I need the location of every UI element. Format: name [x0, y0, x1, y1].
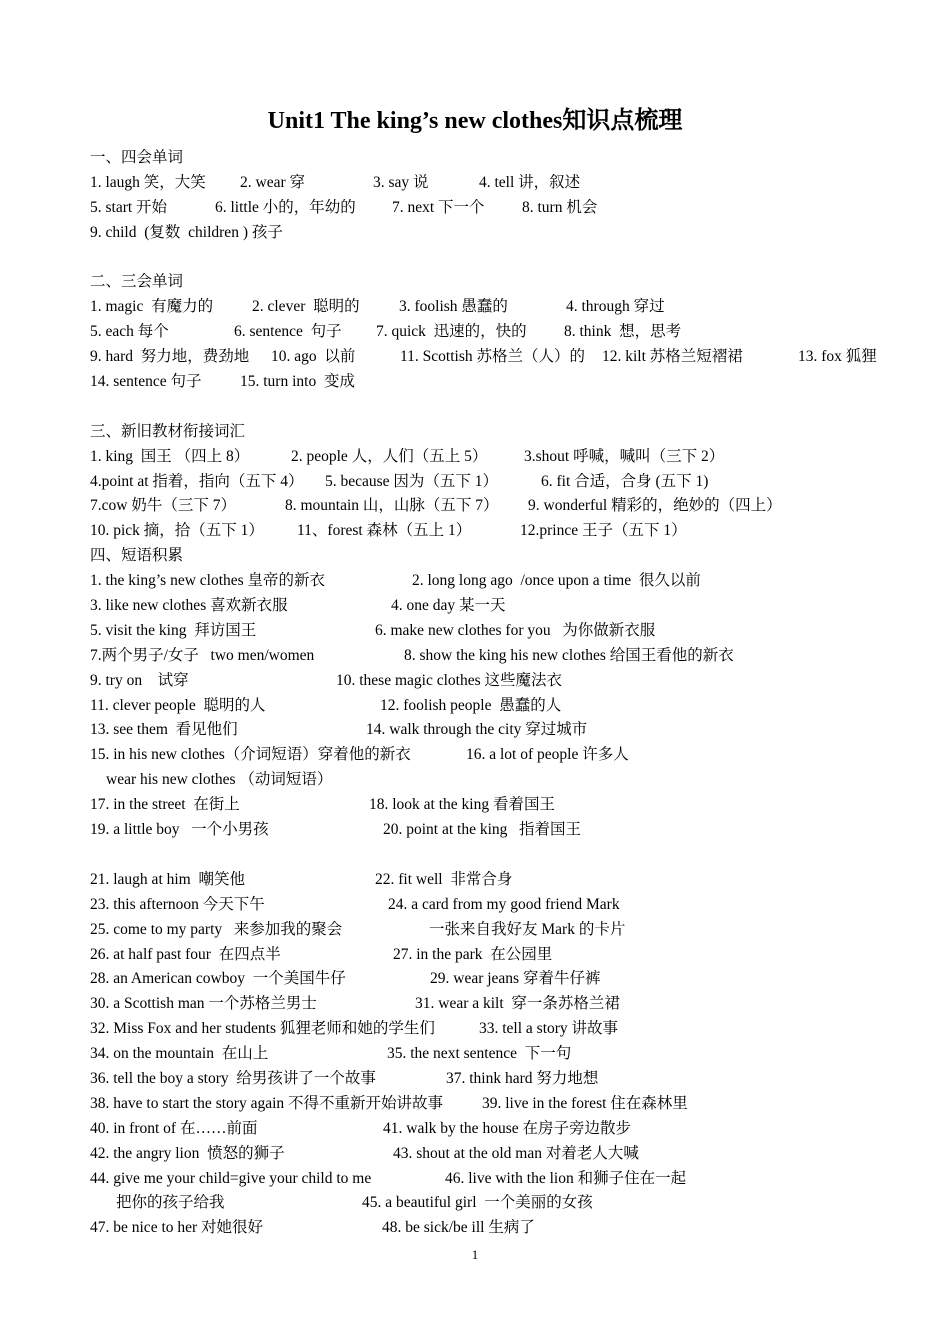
text-line [90, 1117, 890, 1142]
text-segment: 11、forest 森林（五上 1） [297, 522, 472, 540]
text-line [90, 1067, 890, 1092]
text-segment: 3. say 说 [373, 173, 429, 191]
text-line [90, 644, 890, 669]
text-segment: 14. sentence 句子 [90, 373, 202, 391]
text-line [90, 1167, 890, 1192]
text-segment: 42. the angry lion 愤怒的狮子 [90, 1144, 285, 1162]
text-segment: 15. turn into 变成 [240, 373, 355, 391]
text-line [90, 718, 890, 743]
text-segment: 一张来自我好友 Mark 的卡片 [429, 920, 626, 938]
text-segment: 18. look at the king 看着国王 [369, 796, 555, 814]
text-segment: 13. fox 狐狸 [798, 348, 877, 366]
text-segment: 2. clever 聪明的 [252, 298, 360, 316]
page-number: 1 [471, 1247, 479, 1262]
text-segment: 一、四会单词 [90, 149, 184, 166]
text-segment: 5. because 因为（五下 1） [325, 472, 499, 490]
text-segment: 3. like new clothes 喜欢新衣服 [90, 597, 288, 615]
text-line [90, 943, 890, 968]
text-line [90, 196, 890, 221]
text-segment: 8. think 想，思考 [564, 323, 682, 341]
text-line [90, 669, 890, 694]
text-line [90, 146, 890, 171]
text-segment: 11. Scottish 苏格兰（人）的 [400, 348, 586, 366]
text-line [90, 594, 890, 619]
text-segment: 37. think hard 努力地想 [446, 1069, 599, 1087]
text-segment: 20. point at the king 指着国王 [383, 821, 582, 839]
text-segment: 四、短语积累 [90, 547, 184, 565]
page-title: Unit1 The king’s new clothes知识点梳理 [267, 108, 683, 134]
text-segment: 5. each 每个 [90, 323, 169, 341]
text-line [90, 1017, 890, 1042]
text-segment: 8. mountain 山，山脉（五下 7） [285, 497, 499, 515]
text-segment: 1. magic 有魔力的 [90, 298, 214, 316]
text-segment: 40. in front of 在……前面 [90, 1119, 258, 1137]
text-line [90, 793, 890, 818]
text-segment: 27. in the park 在公园里 [393, 945, 553, 963]
text-segment: 44. give me your child=give your child to me [90, 1169, 372, 1187]
text-segment: 35. the next sentence 下一句 [387, 1045, 572, 1063]
text-segment: 7. quick 迅速的，快的 [376, 323, 527, 341]
text-segment: 14. walk through the city 穿过城市 [366, 721, 588, 739]
text-segment: 二、三会单词 [90, 273, 184, 291]
text-segment: 8. show the king his new clothes 给国王看他的新衣 [404, 646, 734, 664]
text-line [90, 992, 890, 1017]
text-line [90, 270, 890, 295]
text-segment: 4.point at 指着，指向（五下 4） [90, 472, 304, 490]
text-segment: 2. wear 穿 [240, 173, 305, 191]
text-segment: 21. laugh at him 嘲笑他 [90, 870, 245, 888]
text-line [90, 619, 890, 644]
text-segment: 19. a little boy 一个小男孩 [90, 821, 269, 839]
text-segment: 9. hard 努力地，费劲地 [90, 348, 250, 366]
text-segment: 12.prince 王子（五下 1） [520, 522, 687, 540]
text-line [90, 967, 890, 992]
text-segment: 10. pick 摘，拾（五下 1） [90, 522, 264, 540]
text-segment: 47. be nice to her 对她很好 [90, 1219, 264, 1237]
document-body [90, 146, 890, 1241]
text-line [90, 1216, 890, 1241]
text-segment: 6. sentence 句子 [234, 323, 342, 341]
text-line [90, 221, 890, 246]
text-line [90, 1142, 890, 1167]
text-segment: 1. the king’s new clothes 皇帝的新衣 [90, 572, 326, 590]
text-segment: 8. turn 机会 [522, 198, 598, 216]
text-segment: 6. make new clothes for you 为你做新衣服 [375, 621, 656, 639]
text-line [90, 893, 890, 918]
text-segment: 33. tell a story 讲故事 [479, 1020, 619, 1038]
text-segment: 10. ago 以前 [271, 348, 356, 366]
text-segment: 3.shout 呼喊，喊叫（三下 2） [524, 447, 725, 465]
text-segment: 12. kilt 苏格兰短褶裙 [602, 348, 743, 366]
text-segment: 25. come to my party 来参加我的聚会 [90, 920, 343, 938]
text-segment: 45. a beautiful girl 一个美丽的女孩 [362, 1194, 593, 1212]
text-segment: wear his new clothes （动词短语） [106, 771, 333, 789]
text-segment: 5. start 开始 [90, 198, 168, 216]
text-line [90, 345, 890, 370]
text-segment: 9. try on 试穿 [90, 671, 189, 689]
text-segment: 46. live with the lion 和狮子住在一起 [445, 1169, 687, 1187]
text-line [90, 1092, 890, 1117]
text-segment: 三、新旧教材衔接词汇 [90, 422, 246, 440]
text-segment: 7.两个男子/女子 two men/women [90, 646, 315, 664]
text-segment: 17. in the street 在街上 [90, 796, 240, 814]
text-segment: 4. one day 某一天 [391, 597, 506, 615]
text-segment: 39. live in the forest 住在森林里 [482, 1094, 688, 1112]
text-segment: 34. on the mountain 在山上 [90, 1045, 269, 1063]
text-line [90, 868, 890, 893]
text-line [90, 544, 890, 569]
text-line [90, 320, 890, 345]
text-segment: 12. foolish people 愚蠢的人 [380, 696, 562, 714]
text-line [90, 420, 890, 445]
text-line [90, 494, 890, 519]
text-line [90, 295, 890, 320]
text-line [90, 569, 890, 594]
text-segment: 38. have to start the story again 不得不重新开始讲故事 [90, 1094, 444, 1112]
text-segment: 3. foolish 愚蠢的 [399, 298, 508, 316]
text-segment: 6. little 小的，年幼的 [215, 198, 356, 216]
text-segment: 7. next 下一个 [392, 198, 485, 216]
text-segment: 16. a lot of people 许多人 [466, 746, 629, 764]
text-segment: 4. through 穿过 [566, 298, 665, 316]
text-segment: 30. a Scottish man 一个苏格兰男士 [90, 995, 317, 1013]
text-segment: 4. tell 讲，叙述 [479, 173, 581, 191]
text-line [90, 918, 890, 943]
text-segment: 1. laugh 笑，大笑 [90, 173, 206, 191]
text-segment: 29. wear jeans 穿着牛仔裤 [430, 970, 601, 988]
text-segment: 36. tell the boy a story 给男孩讲了一个故事 [90, 1069, 376, 1087]
text-line [90, 818, 890, 843]
text-segment: 6. fit 合适，合身 (五下 1) [541, 472, 709, 490]
text-line [90, 843, 890, 868]
text-segment: 9. wonderful 精彩的，绝妙的（四上） [528, 497, 782, 515]
text-segment: 13. see them 看见他们 [90, 721, 238, 739]
text-segment: 23. this afternoon 今天下午 [90, 895, 265, 913]
text-segment: 15. in his new clothes（介词短语）穿着他的新衣 [90, 746, 411, 764]
text-line [90, 519, 890, 544]
text-segment: 9. child (复数 children ) 孩子 [90, 223, 283, 241]
text-segment: 43. shout at the old man 对着老人大喊 [393, 1144, 639, 1162]
text-segment: 11. clever people 聪明的人 [90, 696, 266, 714]
text-line [90, 768, 890, 793]
text-segment: 把你的孩子给我 [116, 1194, 225, 1212]
text-segment: 7.cow 奶牛（三下 7） [90, 497, 236, 515]
text-line [90, 171, 890, 196]
text-segment: 2. people 人，人们（五上 5） [291, 447, 488, 465]
text-line [90, 1191, 890, 1216]
text-line [90, 246, 890, 271]
text-segment: 5. visit the king 拜访国王 [90, 621, 257, 639]
text-line [90, 445, 890, 470]
text-segment: 48. be sick/be ill 生病了 [382, 1219, 535, 1237]
text-segment: 1. king 国王 （四上 8） [90, 447, 250, 465]
text-line [90, 694, 890, 719]
text-segment: 32. Miss Fox and her students 狐狸老师和她的学生们 [90, 1020, 435, 1038]
text-segment: 31. wear a kilt 穿一条苏格兰裙 [415, 995, 620, 1013]
text-line [90, 743, 890, 768]
text-segment: 26. at half past four 在四点半 [90, 945, 281, 963]
text-segment: 24. a card from my good friend Mark [388, 895, 620, 913]
text-segment: 28. an American cowboy 一个美国牛仔 [90, 970, 346, 988]
text-line [90, 370, 890, 395]
text-line [90, 395, 890, 420]
text-line [90, 470, 890, 495]
text-segment: 10. these magic clothes 这些魔法衣 [336, 671, 562, 689]
text-segment: 22. fit well 非常合身 [375, 870, 513, 888]
text-line [90, 1042, 890, 1067]
text-segment: 41. walk by the house 在房子旁边散步 [383, 1119, 631, 1137]
text-segment: 2. long long ago /once upon a time 很久以前 [412, 572, 701, 590]
